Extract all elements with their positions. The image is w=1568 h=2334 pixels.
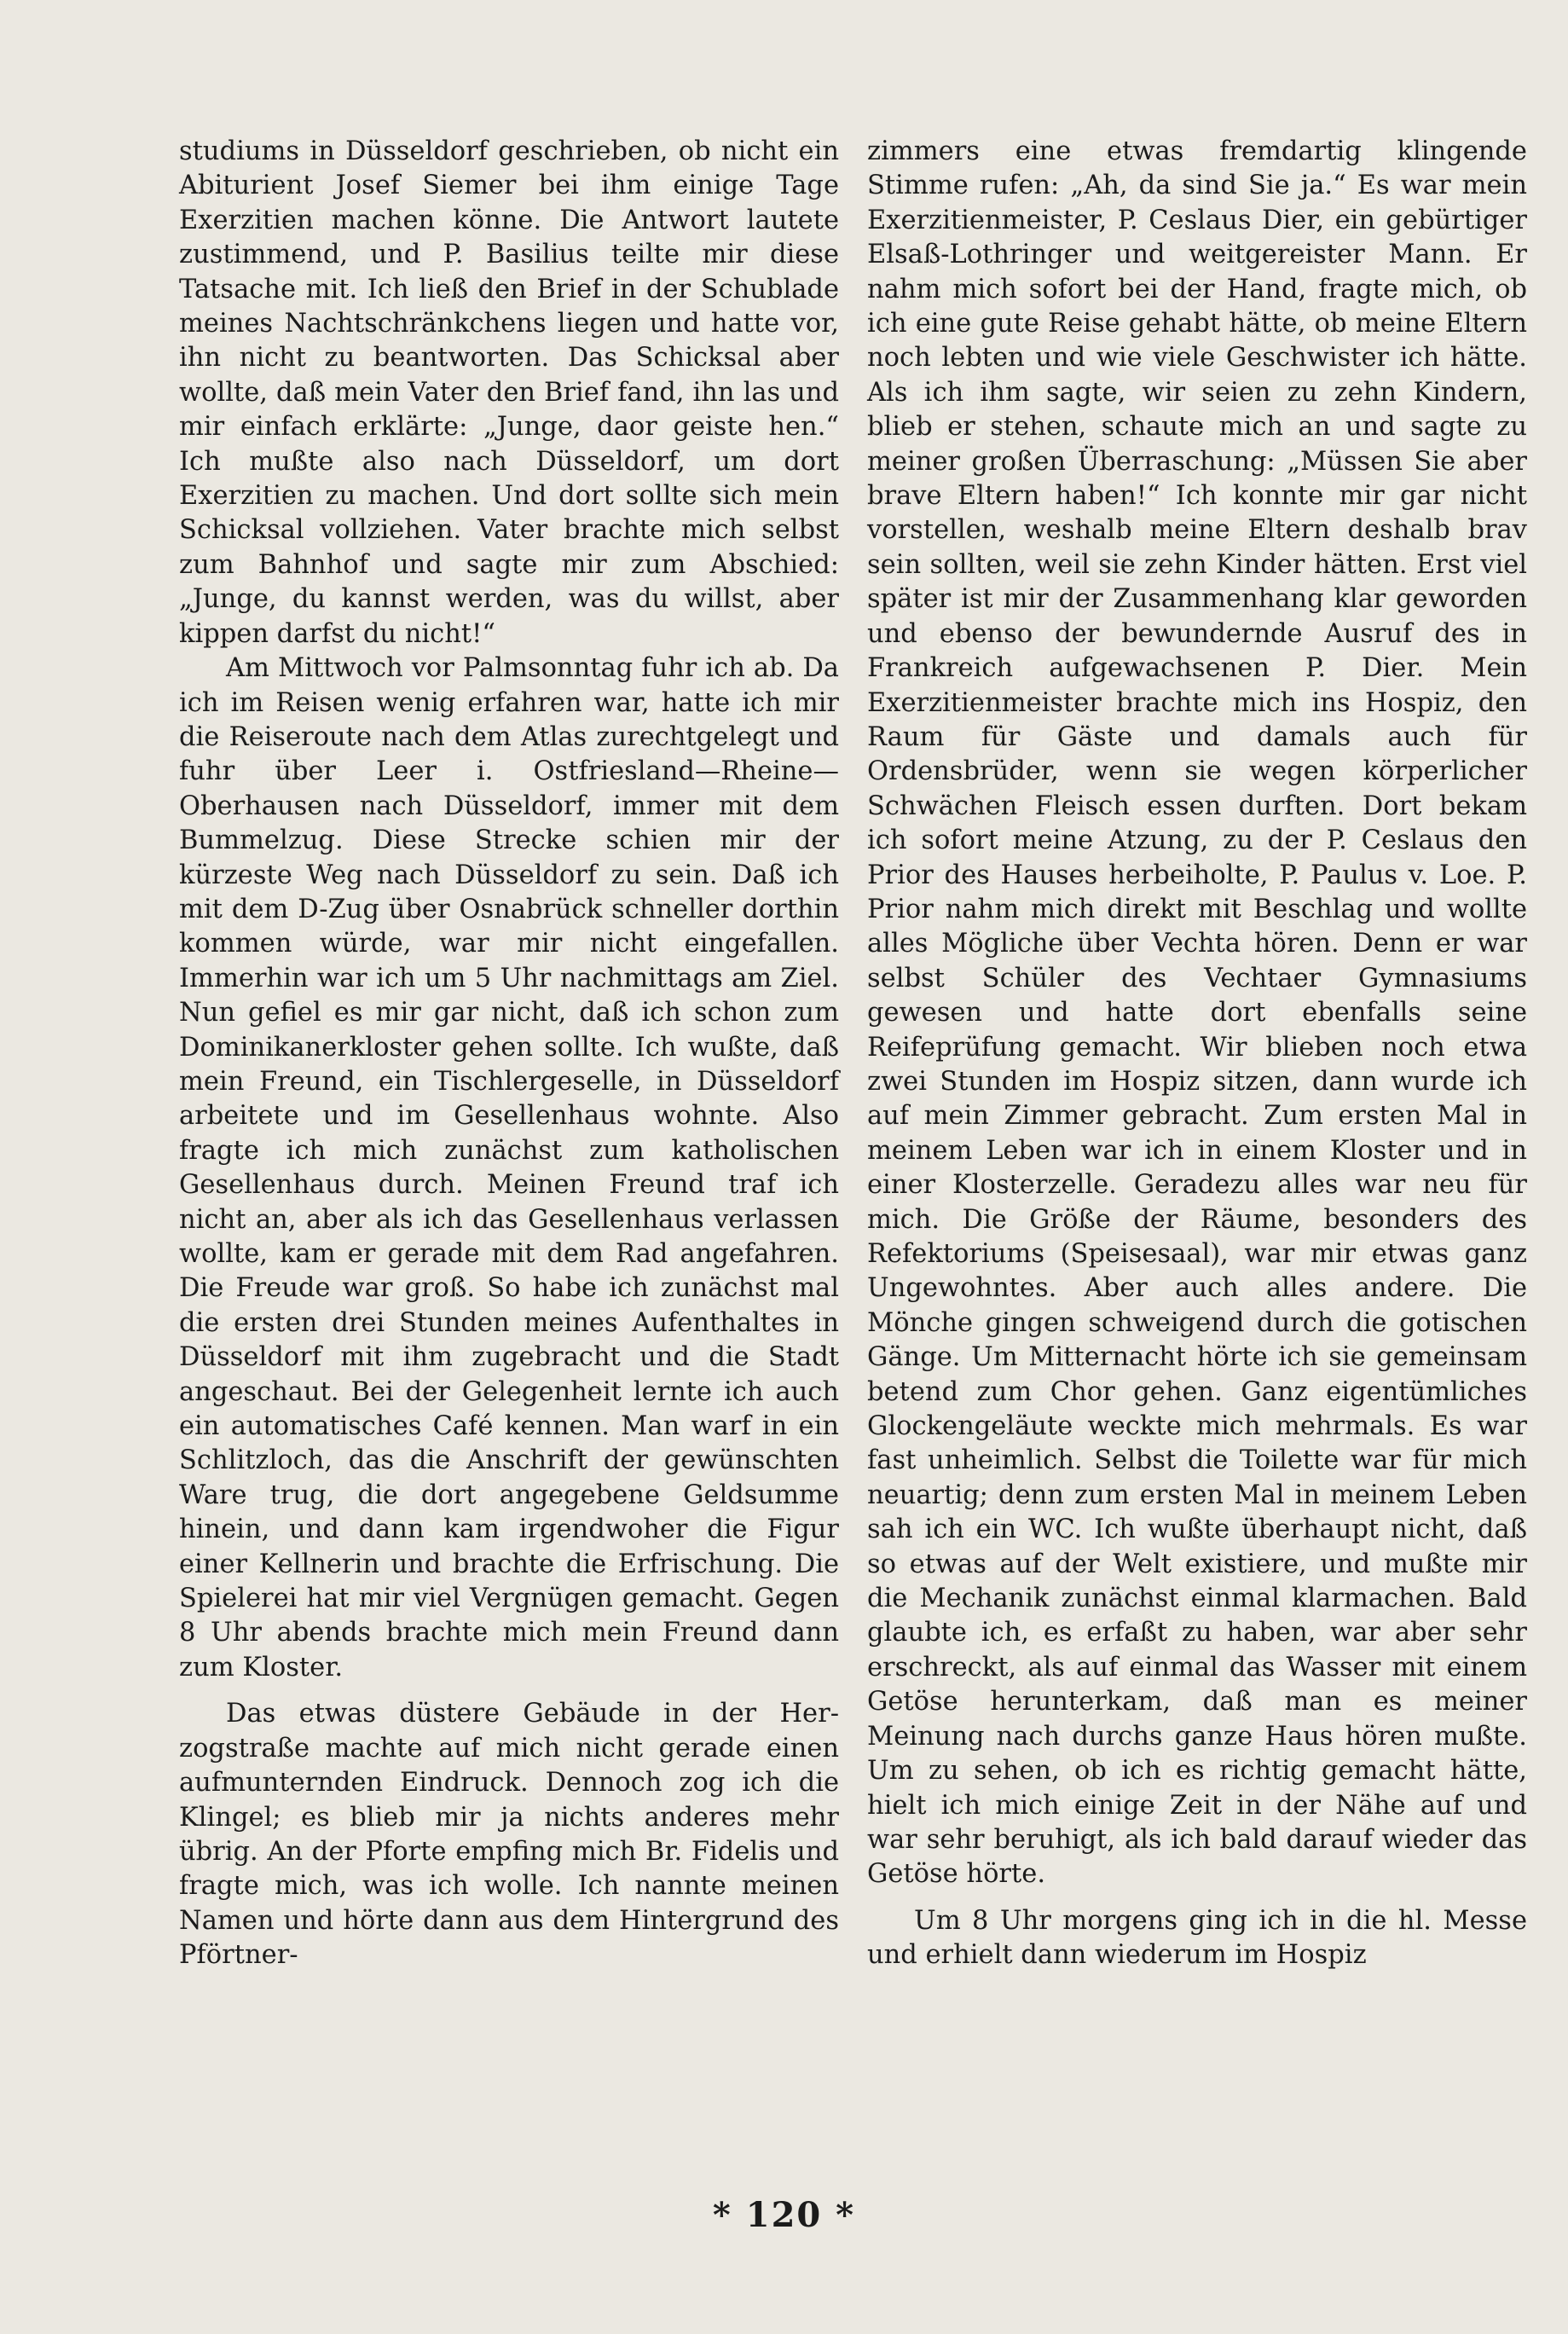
paragraph-monastery-arrival: Das etwas düstere Gebäude in der Herzogstraße machte auf mich nicht gerade einen aufmunternden Eindruck. Dennoch zog ich die Klingel; es blieb mir ja nichts anderes mehr übrig. An der Pforte empfing mich Br. Fidelis und fragte mich, was ich wolle. Ich nannte meinen Namen und hörte dann aus dem Hintergrund des Pförtner- <box>179 1699 839 1971</box>
paragraph-journey: Am Mittwoch vor Palmsonntag fuhr ich ab. Da ich im Reisen wenig erfahren war, hatte ich mir die Reiseroute nach dem Atlas zurechtgelegt und fuhr über Leer i. Ostfriesland—Rheine—Oberhausen nach Düsseldorf, immer mit dem Bummelzug. Diese Strecke schien mir der kürzeste Weg nach Düsseldorf zu sein. Daß ich mit dem D-Zug über Osnabrück schneller dorthin kommen würde, war mir nicht eingefallen. Immerhin war ich um 5 Uhr nachmittags am Ziel. Nun gefiel es mir gar nicht, daß ich schon zum Dominikanerkloster gehen sollte. Ich wußte, daß mein Freund, ein Tischlergeselle, in Düsseldorf arbeitete und im Gesellenhaus wohnte. Also fragte ich mich zunächst zum katholischen Gesellenhaus durch. Meinen Freund traf ich nicht an, aber als ich das Gesellenhaus verlassen wollte, kam er gerade mit dem Rad angefahren. Die Freude war groß. So habe ich zunächst mal die ersten drei Stunden meines Aufenthaltes in Düsseldorf mit ihm zugebracht und die Stadt angeschaut. Bei der Gelegenheit lernte ich auch ein automatisches Café kennen. Man warf in ein Schlitzloch, das die Anschrift der gewünschten Ware trug, die dort angegebene Geldsumme hinein, und dann kam irgendwoher die Figur einer Kellnerin und brachte die Erfrischung. Die Spielerei hat mir viel Vergnügen gemacht. Gegen 8 Uhr abends brachte mich mein Freund dann zum Kloster. <box>179 653 839 1682</box>
page-number: * 120 * <box>712 2195 856 2235</box>
paragraph-exercitium-master: zimmers eine etwas fremdartig klingende Stimme rufen: „Ah, da sind Sie ja.“ Es war mein Exerzitienmeister, P. Ceslaus Dier, ein gebürtiger Elsaß-Lothringer und weitgereister Mann. Er nahm mich sofort bei der Hand, fragte mich, ob ich eine gute Reise gehabt hätte, ob meine Eltern noch lebten und wie viele Geschwister ich hätte. Als ich ihm sagte, wir seien zu zehn Kindern, blieb er stehen, schaute mich an und sagte zu meiner großen Überraschung: „Müssen Sie aber brave Eltern haben!“ Ich konnte mir gar nicht vorstellen, weshalb meine Eltern deshalb brav sein sollten, weil sie zehn Kinder hätten. Erst viel später ist mir der Zusammenhang klar geworden und ebenso der bewundernde Ausruf des in Frankreich aufgewachsenen P. Dier. Mein Exerzitienmeister brachte mich ins Hospiz, den Raum für Gäste und damals auch für Ordensbrüder, wenn sie wegen körperlicher Schwächen Fleisch essen durften. Dort bekam ich sofort meine Atzung, zu der P. Ceslaus den Prior des Hauses herbeiholte, P. Paulus v. Loe. P. Prior nahm mich direkt mit Beschlag und wollte alles Mögliche über Vechta hören. Denn er war selbst Schüler des Vechtaer Gymnasiums gewesen und hatte dort ebenfalls seine Reifeprüfung gemacht. Wir blieben noch etwa zwei Stunden im Hospiz sitzen, dann wurde ich auf mein Zimmer gebracht. Zum ersten Mal in meinem Leben war ich in einem Kloster und in einer Klosterzelle. Geradezu alles war neu für mich. Die Größe der Räume, besonders des Refektoriums (Speisesaal), war mir etwas ganz Ungewohntes. Aber auch alles andere. Die Mönche gingen schweigend durch die gotischen Gänge. Um Mitternacht hörte ich sie gemeinsam betend zum Chor gehen. Ganz eigentümliches Glockengeläute weckte mich mehrmals. Es war fast unheimlich. Selbst die Toilette war für mich neuartig; denn zum ersten Mal in meinem Leben sah ich ein WC. Ich wußte überhaupt nicht, daß so etwas auf der Welt existiere, und mußte mir die Mechanik zunächst einmal klarmachen. Bald glaubte ich, es erfaßt zu haben, war aber sehr erschreckt, als auf einmal das Wasser mit einem Getöse herunterkam, daß man es meiner Meinung nach durchs ganze Haus hören mußte. Um zu sehen, ob ich es richtig gemacht hätte, hielt ich mich einige Zeit in der Nähe auf und war sehr beruhigt, als ich bald darauf wieder das Getöse hörte. <box>867 136 1527 1890</box>
left-column <box>179 135 839 1973</box>
paragraph-continued: studiums in Düsseldorf geschrieben, ob nicht ein Abiturient Josef Siemer bei ihm einige Tage Exerzitien machen könne. Die Antwort lautete zustimmend, und P. Basilius teilte mir diese Tatsache mit. Ich ließ den Brief in der Schublade meines Nachtschränkchens liegen und hatte vor, ihn nicht zu beantworten. Das Schicksal aber wollte, daß mein Vater den Brief fand, ihn las und mir einfach erklärte: „Junge, daor geiste hen.“ Ich mußte also nach Düsseldorf, um dort Exerzitien zu machen. Und dort sollte sich mein Schicksal vollziehen. Vater brachte mich selbst zum Bahnhof und sagte mir zum Abschied: „Junge, du kannst werden, was du willst, aber kippen darfst du nicht!“ <box>179 136 839 649</box>
right-column <box>867 135 1527 1973</box>
paragraph-morning-mass: Um 8 Uhr morgens ging ich in die hl. Messe und erhielt dann wiederum im Hospiz <box>867 1905 1527 1971</box>
